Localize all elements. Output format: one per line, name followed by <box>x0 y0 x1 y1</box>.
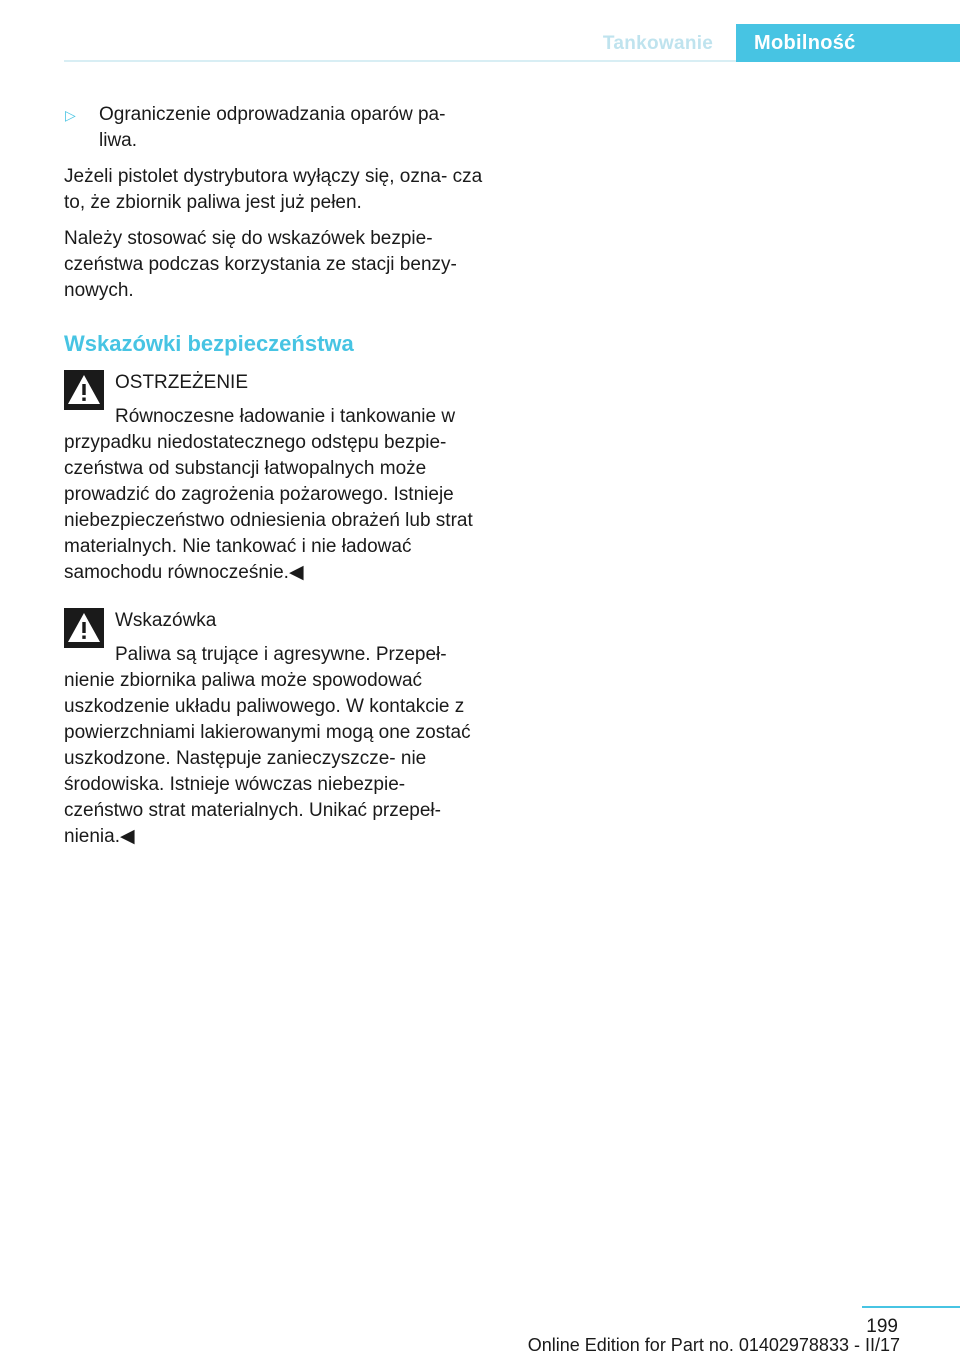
edition-note: Online Edition for Part no. 01402978833 - II/17 <box>527 1335 900 1355</box>
section-heading: Wskazówki bezpieczeństwa <box>64 331 354 356</box>
warning-title: OSTRZEŻENIE <box>115 372 249 393</box>
page-number: 199 <box>866 1316 898 1337</box>
header-section-title: Tankowanie <box>602 33 714 54</box>
warning-text: Równoczesne ładowanie i tankowanie w przypadku niedostatecznego odstępu bezpie- czeństwa od substancji łatwopalnych może prowadzić do zagrożenia pożarowego. Istnieje niebezpieczeństwo odniesienia obrażeń lub strat materialnych. Nie tankować i nie ładować samochodu równocześnie.◀ <box>64 406 473 583</box>
header-chapter-tab: Mobilność <box>736 24 960 62</box>
warning-triangle-icon <box>64 370 104 410</box>
notice-block <box>64 608 484 850</box>
footer-divider <box>862 1306 960 1308</box>
paragraph-safety-notes: Należy stosować się do wskazówek bezpie- czeństwa podczas korzystania ze stacji benzy- nowych. <box>64 228 457 301</box>
warning-block <box>64 370 484 586</box>
bullet-arrow-icon: ▷ <box>65 107 76 123</box>
warning-triangle-icon <box>64 608 104 648</box>
list-item-text: Ograniczenie odprowadzania oparów pa- liwa. <box>99 104 446 151</box>
notice-text: Paliwa są trujące i agresywne. Przepeł- nienie zbiornika paliwa może spowodować uszkodzenie układu paliwowego. W kontakcie z powierzchniami lakierowanymi mogą one zostać uszkodzone. Następuje zanieczyszcze- nie środowiska. Istnieje wówczas niebezpie- czeństwo strat materialnych. Unikać przepeł- nienia.◀ <box>64 644 471 847</box>
list-item <box>64 102 484 154</box>
page-content <box>64 102 484 872</box>
notice-title: Wskazówka <box>115 610 217 631</box>
paragraph-nozzle: Jeżeli pistolet dystrybutora wyłączy się, ozna- cza to, że zbiornik paliwa jest już pełen. <box>64 166 483 213</box>
